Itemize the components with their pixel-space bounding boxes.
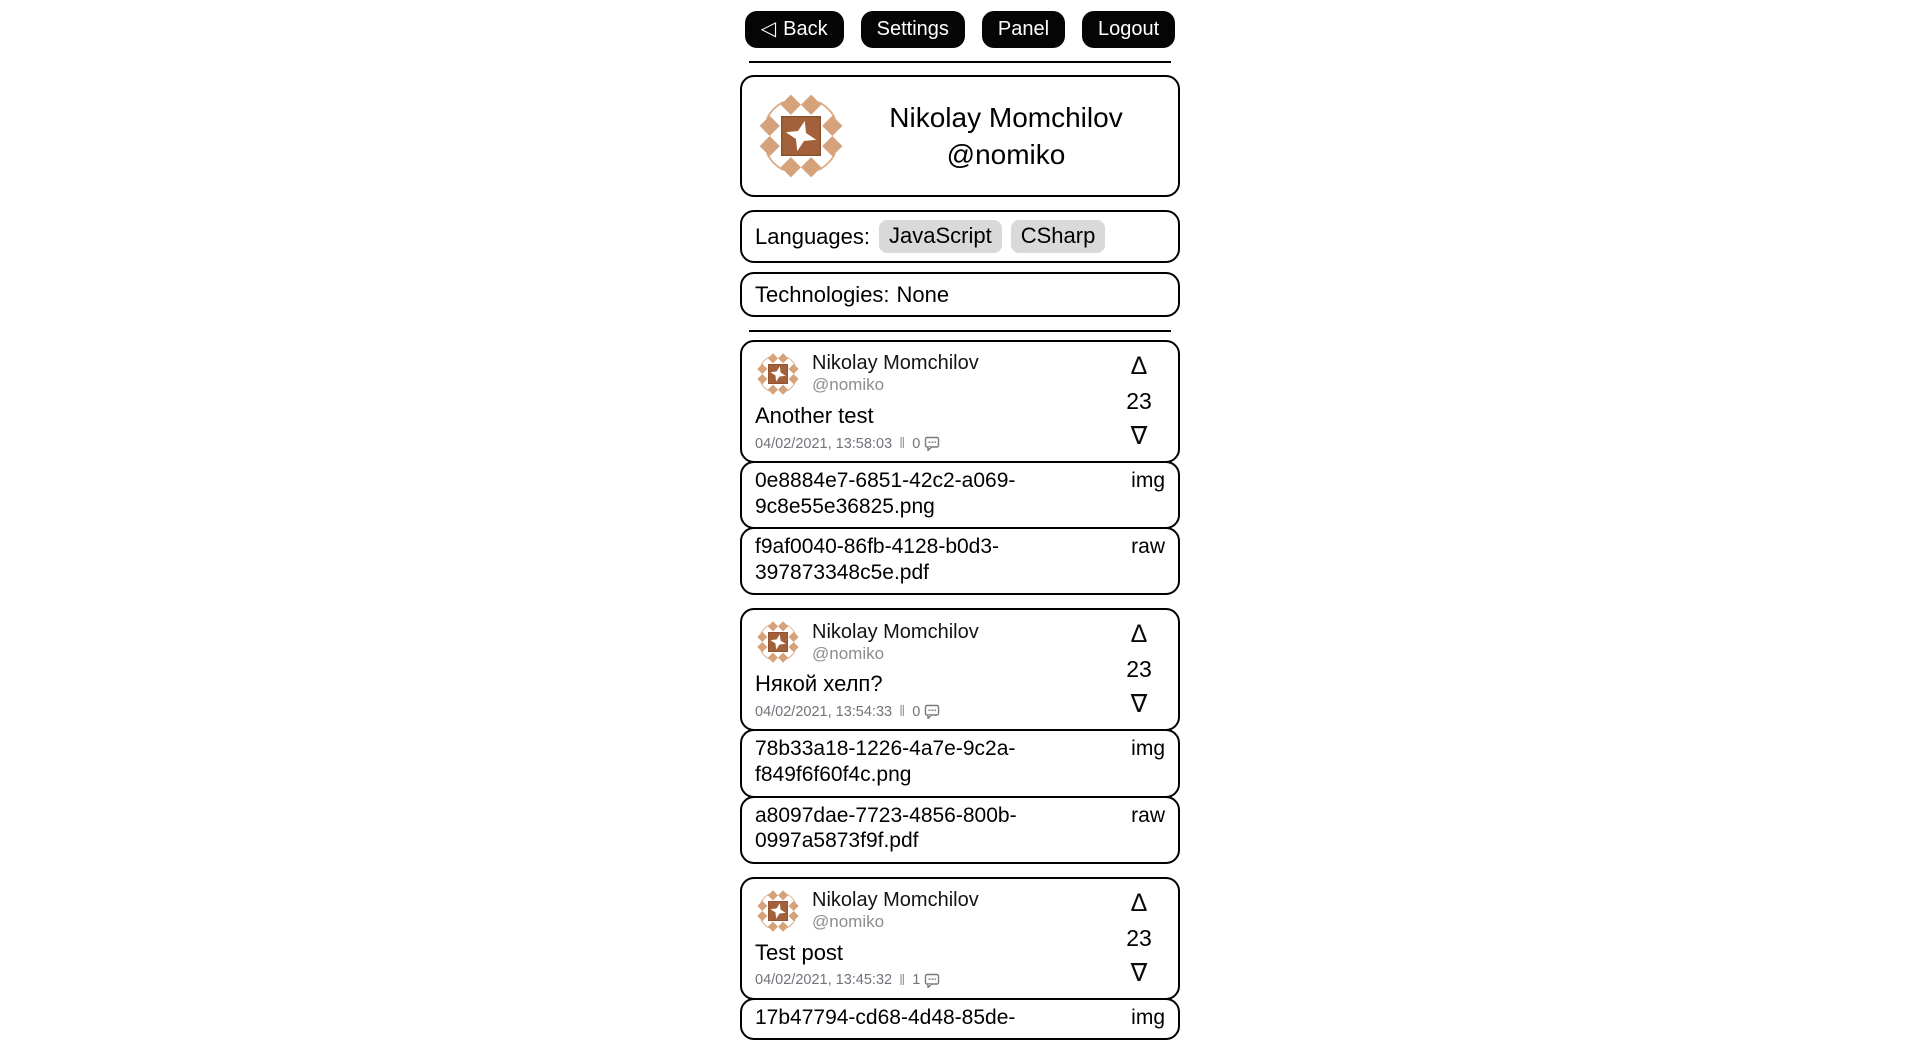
post-card[interactable] [740,340,1180,463]
post-group [740,608,1180,863]
post-author-handle: @nomiko [812,375,885,395]
attachment-row[interactable] [740,461,1180,529]
profile-avatar-identicon [755,90,847,182]
meta-separator: ‖ [899,971,906,989]
upvote-button[interactable]: Δ [1130,620,1148,649]
post-author-name: Nikolay Momchilov [812,889,979,912]
meta-separator: ‖ [899,703,906,721]
language-tag-javascript: JavaScript [879,220,1002,253]
post-comments [912,704,940,720]
attachment-type-badge: raw [1131,803,1165,827]
attachment-row[interactable] [740,527,1180,595]
downvote-button[interactable]: ∇ [1130,422,1148,450]
panel-button-label: Panel [997,18,1050,40]
post-comments [912,972,940,988]
upvote-button[interactable]: Δ [1130,352,1148,380]
post-card[interactable] [740,877,1180,1000]
post-author-block [812,352,979,395]
comment-bubble-icon [924,704,940,719]
post-meta [755,972,1113,989]
post-group [740,877,1180,1040]
technologies-card [740,272,1180,317]
comment-bubble-icon [924,973,940,988]
downvote-button[interactable]: ∇ [1130,690,1148,719]
attachment-filename: 17b47794-cd68-4d48-85de- [755,1005,1016,1029]
back-button[interactable] [745,11,844,48]
meta-separator: ‖ [899,435,906,452]
post-author-row [755,619,1113,665]
post-comment-count: 0 [912,703,921,720]
post-score: 23 [1126,388,1152,414]
post-author-name: Nikolay Momchilov [812,352,979,375]
post-timestamp: 04/02/2021, 13:45:32 [755,972,893,989]
post-group [740,340,1180,595]
toolbar [740,11,1180,48]
post-author-avatar-identicon [755,351,801,397]
post-timestamp: 04/02/2021, 13:54:33 [755,703,893,720]
post-vote-column [1113,888,1165,989]
profile-page [740,0,1180,1040]
post-vote-column [1113,619,1165,720]
languages-card [740,210,1180,263]
attachment-filename: 78b33a18-1226-4a7e-9c2a-f849f6f60f4c.png [755,737,1016,787]
posts-divider [749,330,1171,332]
back-arrow-icon: ◁ [760,18,777,40]
post-vote-column [1113,351,1165,452]
attachment-row[interactable] [740,729,1180,797]
post-author-row [755,351,1113,397]
posts-list [740,340,1180,1040]
technologies-value: None [896,281,950,307]
attachment-filename: 0e8884e7-6851-42c2-a069-9c8e55e36825.png [755,469,1016,518]
profile-handle: @nomiko [946,139,1066,170]
attachment-type-badge: img [1131,1005,1165,1029]
post-author-block [812,889,979,932]
post-comment-count: 0 [912,435,921,452]
top-divider [749,61,1171,63]
post-title: Test post [755,939,844,965]
language-tag-csharp: CSharp [1011,220,1106,253]
technologies-label: Technologies: [755,281,890,307]
settings-button[interactable] [861,11,965,48]
post-main [755,351,1113,452]
post-author-avatar-identicon [755,619,801,665]
attachment-row[interactable] [740,796,1180,864]
attachment-type-badge: img [1131,737,1165,761]
attachment-type-badge: img [1131,469,1165,492]
post-card[interactable] [740,608,1180,731]
profile-name: Nikolay Momchilov [889,101,1123,133]
post-author-name: Nikolay Momchilov [812,620,979,643]
post-comment-count: 1 [912,972,921,989]
attachment-filename: a8097dae-7723-4856-800b-0997a5873f9f.pdf [755,803,1017,853]
post-comments [912,436,940,452]
post-author-handle: @nomiko [812,643,885,663]
attachment-filename: f9af0040-86fb-4128-b0d3-397873348c5e.pdf [755,535,1000,584]
post-timestamp: 04/02/2021, 13:58:03 [755,435,893,452]
downvote-button[interactable]: ∇ [1130,958,1148,987]
post-author-handle: @nomiko [812,912,885,932]
post-meta [755,703,1113,720]
post-main [755,888,1113,989]
back-button-label: Back [783,18,828,40]
profile-names [847,99,1165,173]
logout-button[interactable] [1082,11,1175,48]
post-main [755,619,1113,720]
upvote-button[interactable]: Δ [1130,888,1148,917]
profile-card [740,75,1180,197]
attachment-row[interactable] [740,998,1180,1040]
languages-label: Languages: [755,223,870,249]
settings-button-label: Settings [876,18,949,40]
post-meta [755,435,1113,452]
post-title: Another test [755,403,874,428]
post-score: 23 [1126,924,1152,951]
post-author-row [755,888,1113,934]
panel-button[interactable] [982,11,1065,48]
comment-bubble-icon [924,436,940,451]
post-title: Някой хелп? [755,671,883,697]
post-score: 23 [1126,656,1152,683]
post-author-block [812,621,979,664]
logout-button-label: Logout [1098,18,1160,40]
attachment-type-badge: raw [1131,535,1165,559]
post-author-avatar-identicon [755,888,801,934]
